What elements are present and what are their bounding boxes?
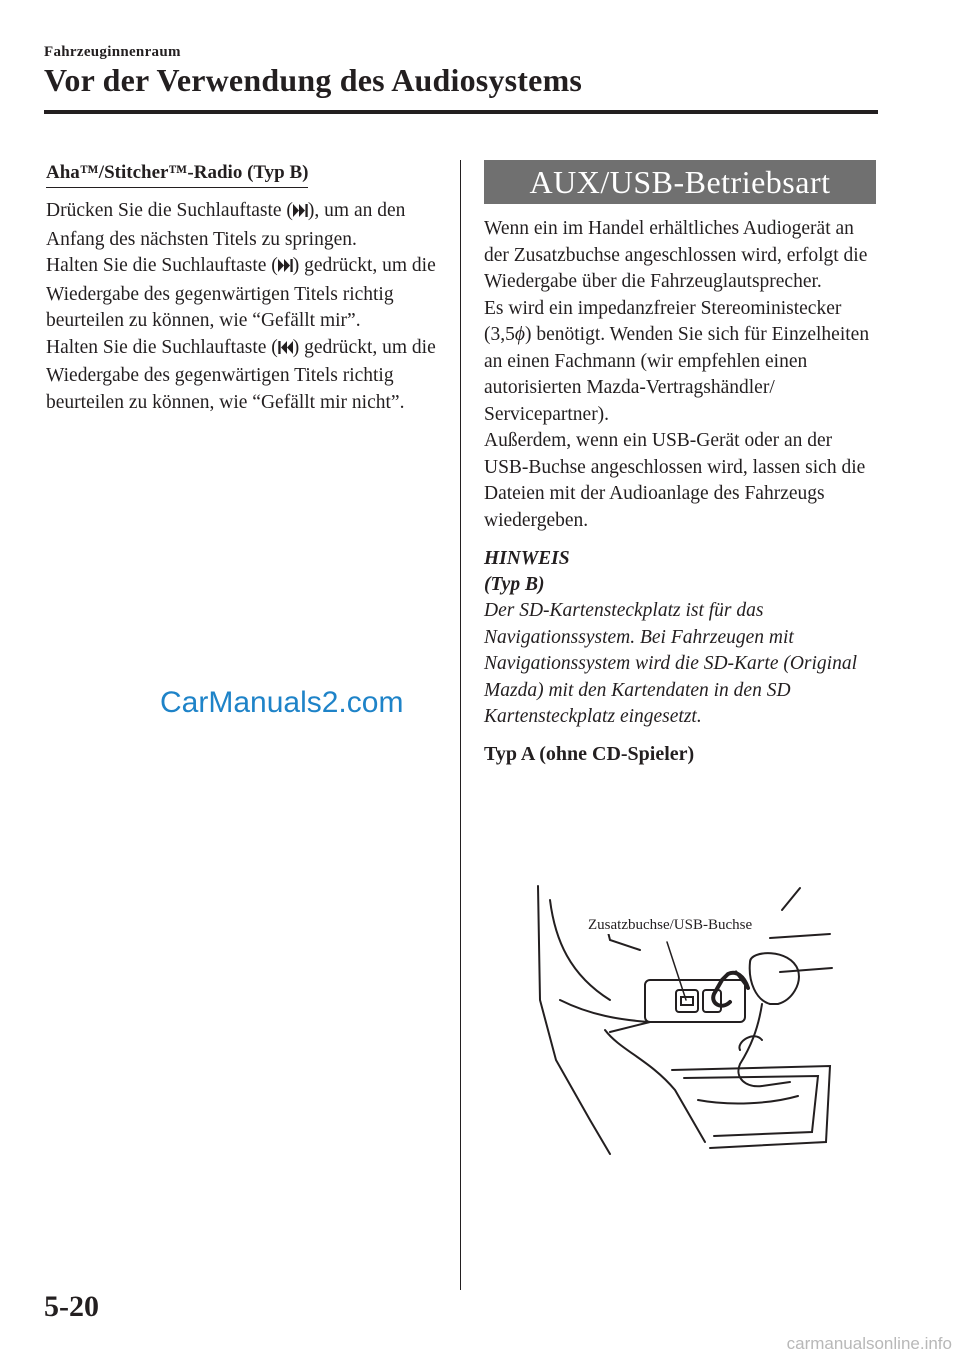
text-fragment: Drücken Sie die Suchlauftaste ( bbox=[46, 200, 293, 221]
watermark-corner: carmanualsonline.info bbox=[786, 1334, 952, 1353]
section-label: Fahrzeuginnenraum bbox=[44, 44, 181, 60]
column-divider bbox=[460, 160, 461, 1290]
aux-usb-banner: AUX/USB-Betriebsart bbox=[484, 160, 876, 204]
watermark-center: CarManuals2.com bbox=[160, 686, 404, 719]
note-text: Der SD-Kartensteckplatz ist für das Navigationssystem. Bei Fahrzeugen mit Navigationssystem wird die SD-Karte (Original Mazda) mit den Kartendaten in den SD Kartensteckplatz eingesetzt. bbox=[484, 600, 858, 727]
note-block bbox=[484, 546, 880, 731]
note-heading: HINWEIS bbox=[484, 548, 570, 569]
right-column bbox=[484, 160, 880, 766]
diameter-symbol: ϕ bbox=[514, 324, 525, 345]
text-fragment: ) gedrückt, um die Wiedergabe des gegenwärtigen Titels richtig beurteilen zu können, wie “Gefällt mir”. bbox=[46, 255, 436, 331]
type-a-heading: Typ A (ohne CD-Spieler) bbox=[484, 742, 695, 765]
seek-forward-icon bbox=[293, 200, 308, 227]
aha-stitcher-heading: Aha™/Stitcher™-Radio (Typ B) bbox=[46, 162, 308, 188]
seek-forward-icon bbox=[278, 255, 293, 282]
illustration-label: Zusatzbuchse/USB-Buchse bbox=[588, 917, 753, 933]
paragraph-stereo-plug bbox=[484, 296, 880, 429]
paragraph-aux-intro: Wenn ein im Handel erhältliches Audiogerät an der Zusatzbuchse angeschlossen wird, erfolgt die Wiedergabe über die Fahrzeuglautsprecher. bbox=[484, 218, 868, 292]
text-fragment: Halten Sie die Suchlauftaste ( bbox=[46, 336, 278, 358]
left-column bbox=[46, 162, 441, 416]
paragraph-like bbox=[46, 253, 441, 335]
text-fragment: ) benötigt. Wenden Sie sich für Einzelheiten an einen Fachmann (wir empfehlen einen autorisierten Mazda-Vertragshändler/ Servicepartner). bbox=[484, 324, 870, 425]
paragraph-skip-next bbox=[46, 198, 441, 253]
text-fragment: ), um an den Anfang des nächsten Titels zu springen. bbox=[46, 200, 406, 250]
text-fragment: Halten Sie die Suchlauftaste ( bbox=[46, 255, 278, 276]
paragraph-dislike bbox=[46, 335, 441, 417]
text-fragment: Es wird ein impedanzfreier Stereoministecker (3,5 bbox=[484, 297, 842, 345]
title-rule bbox=[44, 110, 878, 114]
note-type: (Typ B) bbox=[484, 574, 545, 595]
text-fragment: ) gedrückt, um die Wiedergabe des gegenwärtigen Titels richtig beurteilen zu können, wie “Gefällt mir nicht”. bbox=[46, 336, 436, 413]
page-title: Vor der Verwendung des Audiosystems bbox=[44, 62, 583, 98]
page-number: 5-20 bbox=[44, 1290, 99, 1323]
paragraph-usb: Außerdem, wenn ein USB-Gerät oder an der USB-Buchse angeschlossen wird, lassen sich die Dateien mit der Audioanlage des Fahrzeugs wiedergeben. bbox=[484, 430, 866, 531]
seek-backward-icon bbox=[278, 337, 293, 364]
